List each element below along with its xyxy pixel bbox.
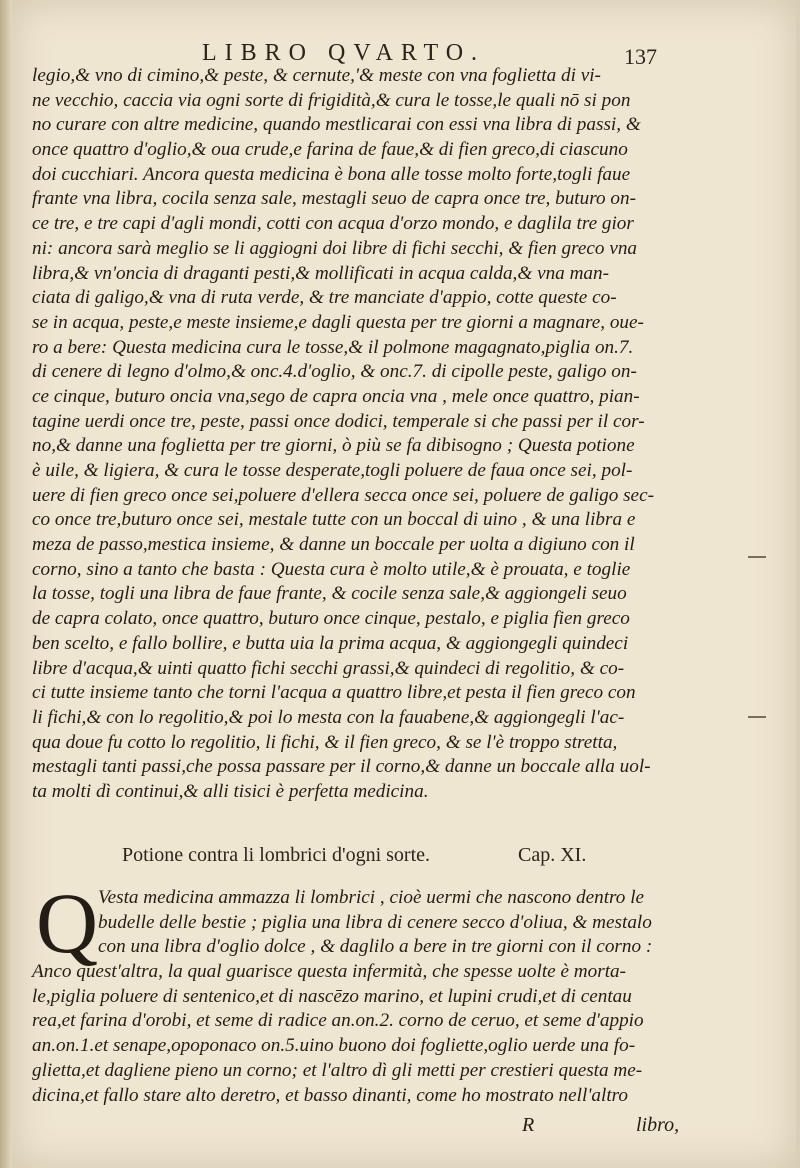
text-line: rea,et farina d'orobi, et seme di radice an.on.2. corno de ceruo, et seme d'appio [32,1010,644,1032]
text-line: tagine uerdi once tre, peste, passi once dodici, temperale si che passi per il cor- [32,410,645,432]
text-line: ni: ancora sarà meglio se li aggiogni doi libre di fichi secchi, & fien greco vna [32,237,638,259]
text-line: la tosse, togli una libra de faue frante, & cocile senza sale,& aggiongeli seuo [32,583,627,605]
text-line: qua doue fu cotto lo regolitio, li fichi, & il fien greco, & se l'è troppo stretta, [32,731,618,753]
text-line: legio,& vno di cimino,& peste, & cernute,'& meste con vna foglietta di vi- [32,65,601,86]
page-footer [12,1112,796,1142]
text-line: è uile, & ligiera, & cura le tosse desperate,togli poluere de faua once sei, pol- [32,460,633,481]
text-line: no,& danne una foglietta per tre giorni, ò più se fa dibisogno ; Questa potione [32,435,635,457]
running-title: LIBRO QVARTO. [202,40,486,66]
chapter-heading [122,844,682,870]
text-line: libra,& vn'oncia di draganti pesti,& mollificati in acqua calda,& vna man- [32,262,610,284]
text-line: libre d'acqua,& uinti quatto fichi secchi grassi,& quindeci di regolitio, & co- [32,657,625,679]
text-line: Anco quest'altra, la qual guarisce questa infermità, che spesse uolte è morta- [32,961,627,983]
text-line: doi cucchiari. Ancora questa medicina è bona alle tosse molto forte,togli faue [32,163,631,185]
text-line: corno, sino a tanto che basta : Questa cura è molto utile,& è prouata, e toglie [32,558,631,580]
text-line: le,piglia poluere di sentenico,et di nascēzo marino, et lupini crudi,et di centau [32,985,632,1007]
text-line: ce cinque, buturo oncia vna,sego de capra oncia vna , mele once quattro, pian- [32,385,640,407]
text-line: once quattro d'oglio,& oua crude,e farina de faue,& di fien greco,di ciascuno [32,139,628,161]
text-line: li fichi,& con lo regolitio,& poi lo mesta con la fauabene,& aggiongegli l'ac- [32,706,625,728]
margin-mark [748,556,766,558]
signature-mark: R [522,1114,535,1136]
text-line: de capra colato, once quattro, buturo once cinque, pestalo, e piglia fien greco [32,608,630,630]
book-spine-shadow [0,0,12,1168]
drop-cap: Q [36,875,99,971]
catchword: libro, [636,1114,680,1136]
text-line: ne vecchio, caccia via ogni sorte di frigidità,& cura le tosse,le quali nō si pon [32,89,631,111]
text-line: no curare con altre medicine, quando mestlicarai con essi vna libra di passi, & [32,114,641,136]
chapter-text-block [32,886,702,1108]
chapter-number: Cap. XI. [518,844,587,866]
text-line: ro a bere: Questa medicina cura le tosse,& il polmone magagnato,piglia on.7. [32,336,634,358]
text-line: budelle delle bestie ; piglia una libra di cenere secco d'oliua, & mestalo [98,911,652,933]
text-line: se in acqua, peste,e meste insieme,e dagli questa per tre giorni a magnare, oue- [32,311,644,333]
book-page [12,0,796,1168]
text-line: Vesta medicina ammazza li lombrici , cioè uermi che nascono dentro le [98,887,645,908]
text-line: ce tre, e tre capi d'agli mondi, cotti con acqua d'orzo mondo, e daglila tre gior [32,213,634,235]
text-line: di cenere di legno d'olmo,& onc.4.d'oglio, & onc.7. di cipolle peste, galigo on- [32,361,637,383]
text-line: ci tutte insieme tanto che torni l'acqua a quattro libre,et pesta il fien greco con [32,682,636,704]
text-line: dicina,et fallo stare alto deretro, et basso dinanti, come ho mostrato nell'altro [32,1084,629,1106]
text-line: co once tre,buturo once sei, mestale tutte con un boccal di uino , & una libra e [32,509,636,531]
text-line: ben scelto, e fallo bollire, e butta uia la prima acqua, & aggiongegli quindeci [32,632,629,654]
main-text-block [32,64,702,805]
chapter-title: Potione contra li lombrici d'ogni sorte. [122,844,430,866]
text-line: mestagli tanti passi,che possa passare per il corno,& danne un boccale alla uol- [32,756,651,778]
text-line: ciata di galigo,& vna di ruta verde, & tre manciate d'appio, cotte queste co- [32,287,617,309]
text-line: ta molti dì continui,& alli tisici è perfetta medicina. [32,780,429,802]
text-line: con una libra d'oglio dolce , & daglilo a bere in tre giorni con il corno : [98,936,653,958]
text-line: meza de passo,mestica insieme, & danne un boccale per uolta a digiuno con il [32,534,635,556]
text-line: glietta,et dagliene pieno un corno; et l'altro dì gli metti per crestieri questa me- [32,1059,643,1081]
margin-mark [748,716,766,718]
text-line: an.on.1.et senape,opoponaco on.5.uino buono doi fogliette,oglio uerde una fo- [32,1035,636,1057]
text-line: frante vna libra, cocila senza sale, mestagli seuo de capra once tre, buturo on- [32,188,636,210]
text-line: uere di fien greco once sei,poluere d'ellera secca once sei, poluere de galigo sec- [32,484,654,506]
page-number: 137 [624,44,657,69]
